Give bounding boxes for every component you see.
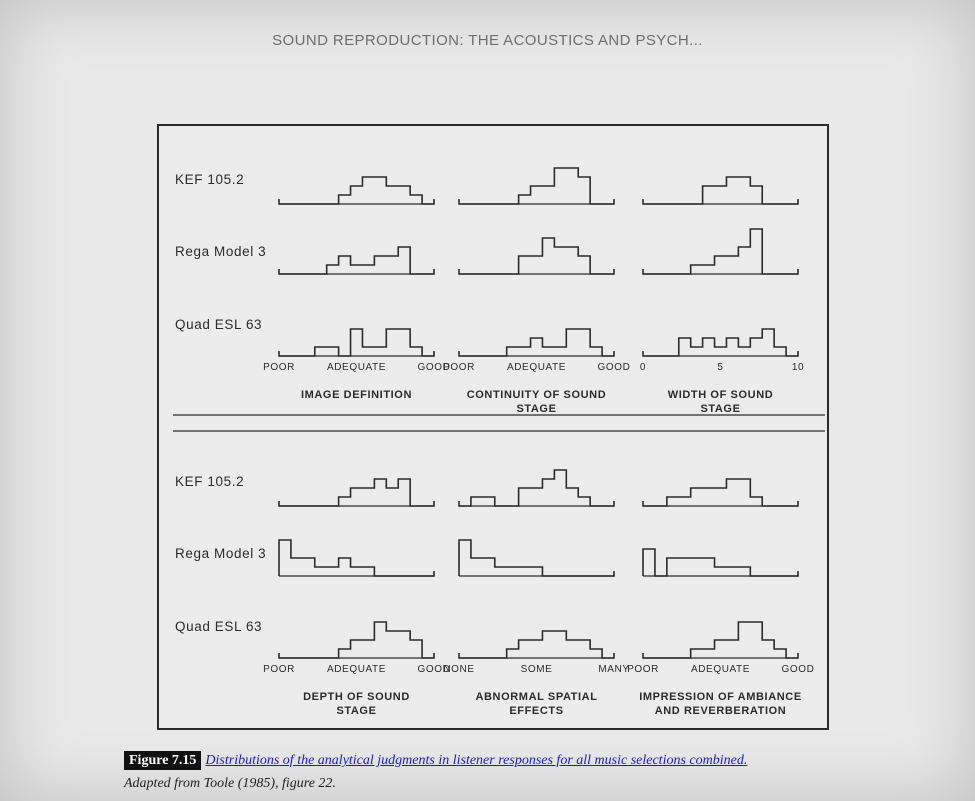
axis-tick-label: GOOD [781,664,815,675]
caption-source: Adapted from Toole (1985), figure 22. [124,776,336,791]
axis-title: EFFECTS [509,705,564,717]
histogram-outline [643,329,798,356]
axis-tick-label: 0 [639,362,647,373]
axis-title: WIDTH OF SOUND [667,389,774,401]
speaker-label: KEF 105.2 [175,172,245,187]
histogram-outline [643,177,798,204]
histogram-outline [459,631,614,658]
histogram-outline [643,622,798,658]
axis-tick-label: GOOD [597,362,631,373]
speaker-label: KEF 105.2 [175,474,245,489]
histogram-outline [279,247,434,274]
axis-tick-label: 10 [791,362,805,373]
axis-tick-label: POOR [263,664,295,675]
axis-title: STAGE [516,403,557,415]
axis-tick-label: 5 [717,362,724,373]
figure-plot [159,126,827,728]
figure-caption [124,749,884,795]
caption-link[interactable]: Distributions of the analytical judgments in listener responses for all music selections combined. [205,753,748,768]
histogram-outline [279,479,434,506]
histogram-outline [279,540,434,576]
axis-tick-label: ADEQUATE [506,362,567,373]
speaker-label: Quad ESL 63 [175,317,263,332]
axis-tick-label: POOR [263,362,295,373]
axis-tick-label: NONE [443,664,475,675]
axis-title: AND REVERBERATION [654,705,787,717]
book-title-header: SOUND REPRODUCTION: THE ACOUSTICS AND PSYCH... [272,32,703,49]
histogram-outline [459,470,614,506]
axis-tick-label: GOOD [417,362,451,373]
histogram-outline [643,549,798,576]
histogram-outline [279,329,434,356]
axis-tick-label: GOOD [417,664,451,675]
histogram-outline [279,622,434,658]
figure-scan [157,124,829,730]
axis-tick-label: ADEQUATE [326,664,387,675]
axis-title: CONTINUITY OF SOUND [466,389,607,401]
axis-tick-label: ADEQUATE [690,664,751,675]
histogram-outline [643,479,798,506]
axis-tick-label: SOME [520,664,553,675]
axis-title: STAGE [700,403,741,415]
speaker-label: Rega Model 3 [175,546,267,561]
axis-title: ABNORMAL SPATIAL [475,691,598,703]
speaker-label: Quad ESL 63 [175,619,263,634]
axis-tick-label: MANY [598,664,630,675]
histogram-outline [459,540,614,576]
histogram-outline [459,238,614,274]
axis-title: DEPTH OF SOUND [303,691,410,703]
speaker-label: Rega Model 3 [175,244,267,259]
figure-number-label: Figure 7.15 [124,751,201,770]
axis-title: IMPRESSION OF AMBIANCE [639,691,802,703]
histogram-outline [459,329,614,356]
histogram-outline [643,229,798,274]
axis-title: STAGE [336,705,377,717]
histogram-outline [459,168,614,204]
histogram-outline [279,177,434,204]
axis-tick-label: POOR [443,362,475,373]
axis-title: IMAGE DEFINITION [300,389,413,401]
axis-tick-label: POOR [627,664,659,675]
axis-tick-label: ADEQUATE [326,362,387,373]
